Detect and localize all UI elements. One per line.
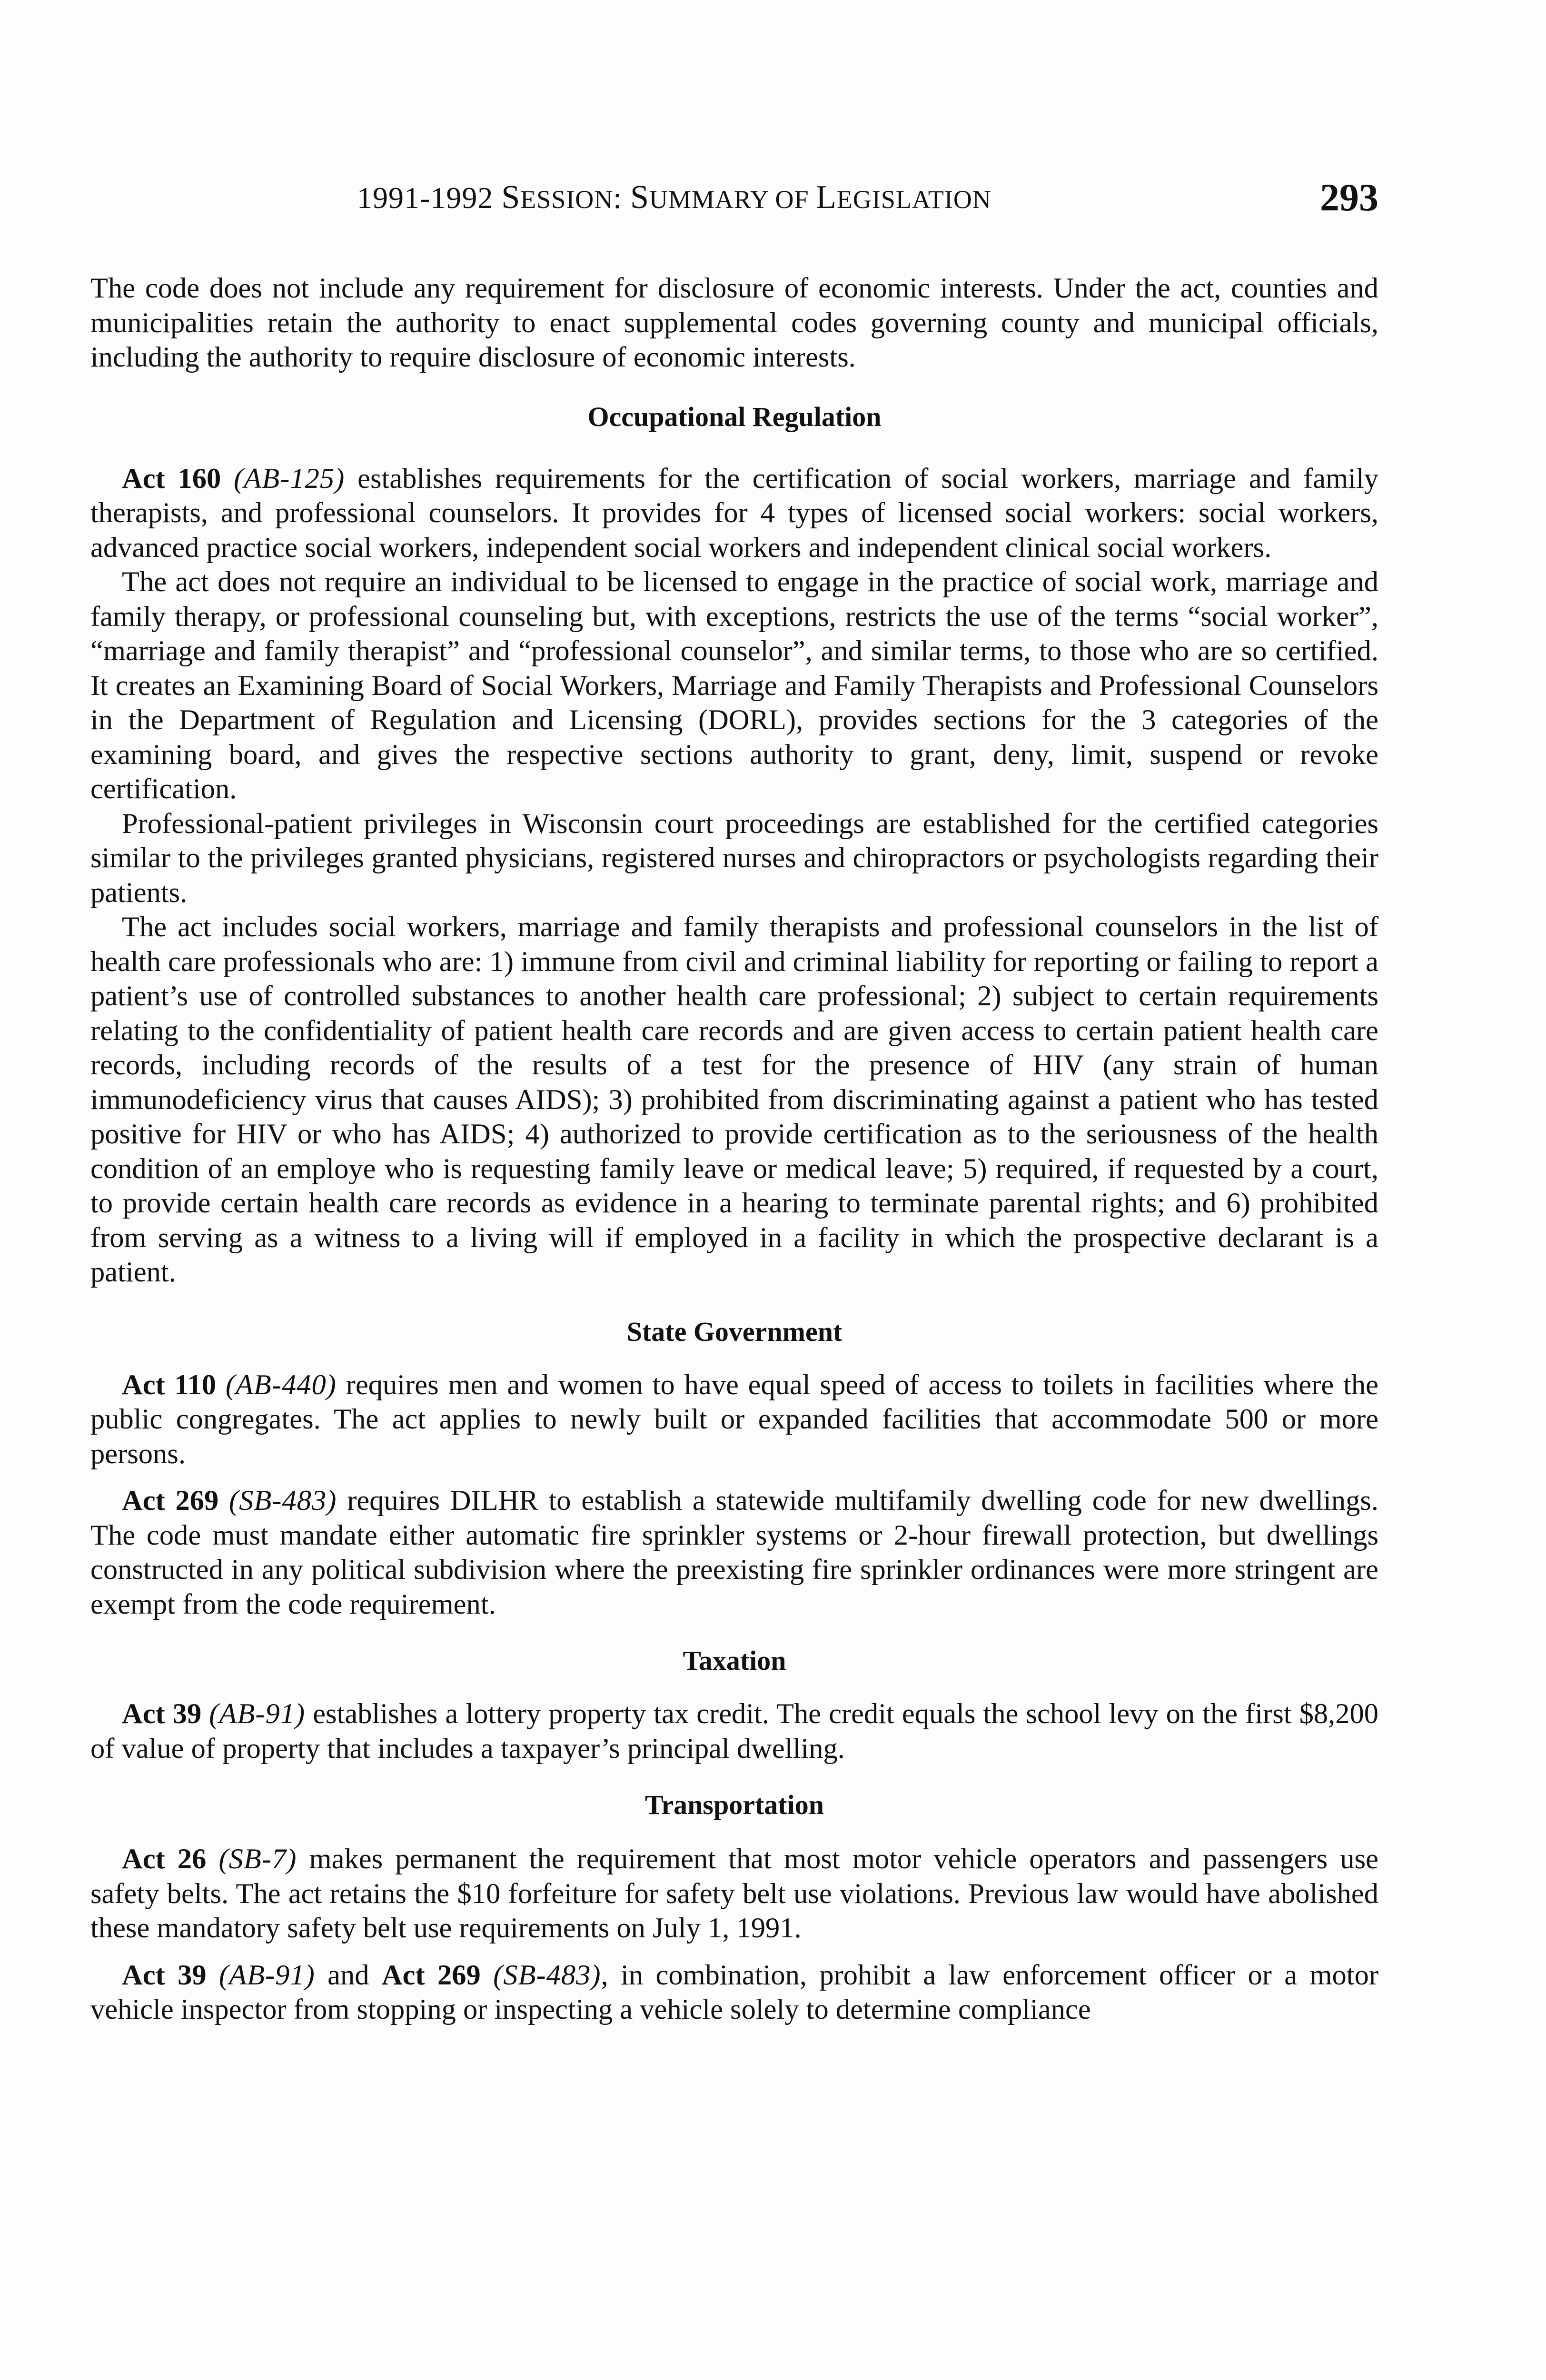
page-number: 293 bbox=[1320, 176, 1378, 219]
paragraph-gap bbox=[90, 1471, 1378, 1484]
section-heading-state-government: State Government bbox=[626, 1316, 842, 1347]
act-number: Act 269 bbox=[122, 1485, 219, 1517]
header-year-span: 1991-1992 bbox=[357, 181, 502, 215]
header-session-cap: S bbox=[501, 179, 521, 216]
paragraph-text: requires DILHR to establish a statewide multifamily dwelling code for new dwellings. The code must mandate either automatic fire sprinkler systems or 2-hour firewall protection, but dwellings constructed in any political subdivision where the preexisting fire sprinkler ordinances were more stringent are exempt from the code requirement. bbox=[90, 1485, 1379, 1620]
header-legislation-rest: EGISLATION bbox=[836, 185, 991, 214]
bill-number: (SB-483) bbox=[493, 1959, 601, 1991]
header-legislation-cap: L bbox=[816, 179, 837, 216]
act-number: Act 160 bbox=[122, 462, 221, 495]
header-session-rest: ESSION bbox=[520, 185, 614, 214]
act-number: Act 39 bbox=[122, 1698, 202, 1730]
bill-number: (SB-7) bbox=[218, 1843, 297, 1875]
paragraph-act-39-taxation bbox=[90, 1697, 1378, 1766]
header-summary-rest: UMMARY OF bbox=[649, 185, 816, 214]
section-heading-transportation: Transportation bbox=[645, 1789, 824, 1820]
act-number: Act 110 bbox=[122, 1368, 216, 1401]
paragraph-gap bbox=[90, 1946, 1378, 1958]
paragraph-text: establishes requirements for the certification of social workers, marriage and family therapists, and professional counselors. It provides for 4 types of licensed social workers: social workers, advanced practice social workers, independent social workers and independent clinical social workers. bbox=[90, 462, 1379, 564]
paragraph-privileges: Professional-patient privileges in Wisconsin court proceedings are established for the certified categories similar to the privileges granted physicians, registered nurses and chiropractors or psychologists regarding their patients. bbox=[90, 807, 1378, 909]
paragraph-health-care-professionals: The act includes social workers, marriage and family therapists and professional counselors in the list of health care professionals who are: 1) immune from civil and criminal liability for reporting or failing to report a patient’s use of controlled substances to another health care professional; 2) subject to certain requirements relating to the confidentiality of patient health care records and are given access to certain patient health care records, including records of the results of a test for the presence of HIV (any strain of human immunodeficiency virus that causes AIDS); 3) prohibited from discriminating against a patient who has tested positive for HIV or who has AIDS; 4) authorized to provide certification as to the seriousness of the health condition of an employe who is requesting family leave or medical leave; 5) required, if requested by a court, to provide certain health care records as evidence in a hearing to terminate parental rights; and 6) prohibited from serving as a witness to a living will if employed in a facility in which the prospective declarant is a patient. bbox=[90, 911, 1378, 1288]
running-header bbox=[90, 176, 1378, 228]
intro-paragraph: The code does not include any requirement for disclosure of economic interests. Under the act, counties and municipalities retain the authority to enact supplemental codes governing county and municipal officials, including the authority to require disclosure of economic interests. bbox=[90, 272, 1378, 373]
act-number: Act 26 bbox=[122, 1843, 207, 1875]
paragraph-act-160 bbox=[90, 462, 1378, 565]
header-colon: : bbox=[613, 181, 631, 215]
paragraph-certification-restrictions: The act does not require an individual to be licensed to engage in the practice of social work, marriage and family therapy, or professional counseling but, with exceptions, restricts the use of the terms “social worker”, “marriage and family therapist” and “professional counselor”, and similar terms, to those who are so certified. It creates an Examining Board of Social Workers, Marriage and Family Therapists and Professional Counselors in the Department of Regulation and Licensing (DORL), provides sections for the 3 categories of the examining board, and gives the respective sections authority to grant, deny, limit, suspend or revoke certification. bbox=[90, 566, 1378, 805]
running-title bbox=[357, 176, 991, 221]
paragraph-act-26 bbox=[90, 1842, 1378, 1946]
section-heading-taxation: Taxation bbox=[683, 1645, 786, 1676]
bill-number: (AB-125) bbox=[234, 462, 345, 495]
bill-number: (AB-91) bbox=[218, 1959, 315, 1991]
act-number: Act 269 bbox=[381, 1959, 481, 1991]
paragraph-text: establishes a lottery property tax credit. The credit equals the school levy on the first $8,200 of value of property that includes a taxpayer’s principal dwelling. bbox=[90, 1698, 1379, 1765]
conjunction-text: and bbox=[315, 1959, 382, 1991]
page-content bbox=[90, 176, 1378, 2027]
bill-number: (SB-483) bbox=[229, 1485, 337, 1517]
body-text bbox=[90, 271, 1378, 2027]
paragraph-act-110 bbox=[90, 1368, 1378, 1472]
paragraph-text: requires men and women to have equal speed of access to toilets in facilities where the public congregates. The act applies to newly built or expanded facilities that accommodate 500 or more persons. bbox=[90, 1368, 1378, 1470]
paragraph-act-39-and-269 bbox=[90, 1958, 1378, 2027]
paragraph-act-269 bbox=[90, 1484, 1378, 1622]
paragraph-text: , in combination, prohibit a law enforcement officer or a motor vehicle inspector from stopping or inspecting a vehicle solely to determine compliance bbox=[90, 1959, 1378, 2025]
bill-number: (AB-91) bbox=[209, 1698, 306, 1730]
paragraph-text: makes permanent the requirement that most motor vehicle operators and passengers use safety belts. The act retains the $10 forfeiture for safety belt use violations. Previous law would have abolished these mandatory safety belt use requirements on July 1, 1991. bbox=[90, 1843, 1378, 1944]
act-number: Act 39 bbox=[122, 1959, 207, 1991]
section-heading-occupational-regulation: Occupational Regulation bbox=[587, 401, 882, 432]
bill-number: (AB-440) bbox=[225, 1368, 337, 1401]
header-summary-cap: S bbox=[630, 179, 649, 216]
